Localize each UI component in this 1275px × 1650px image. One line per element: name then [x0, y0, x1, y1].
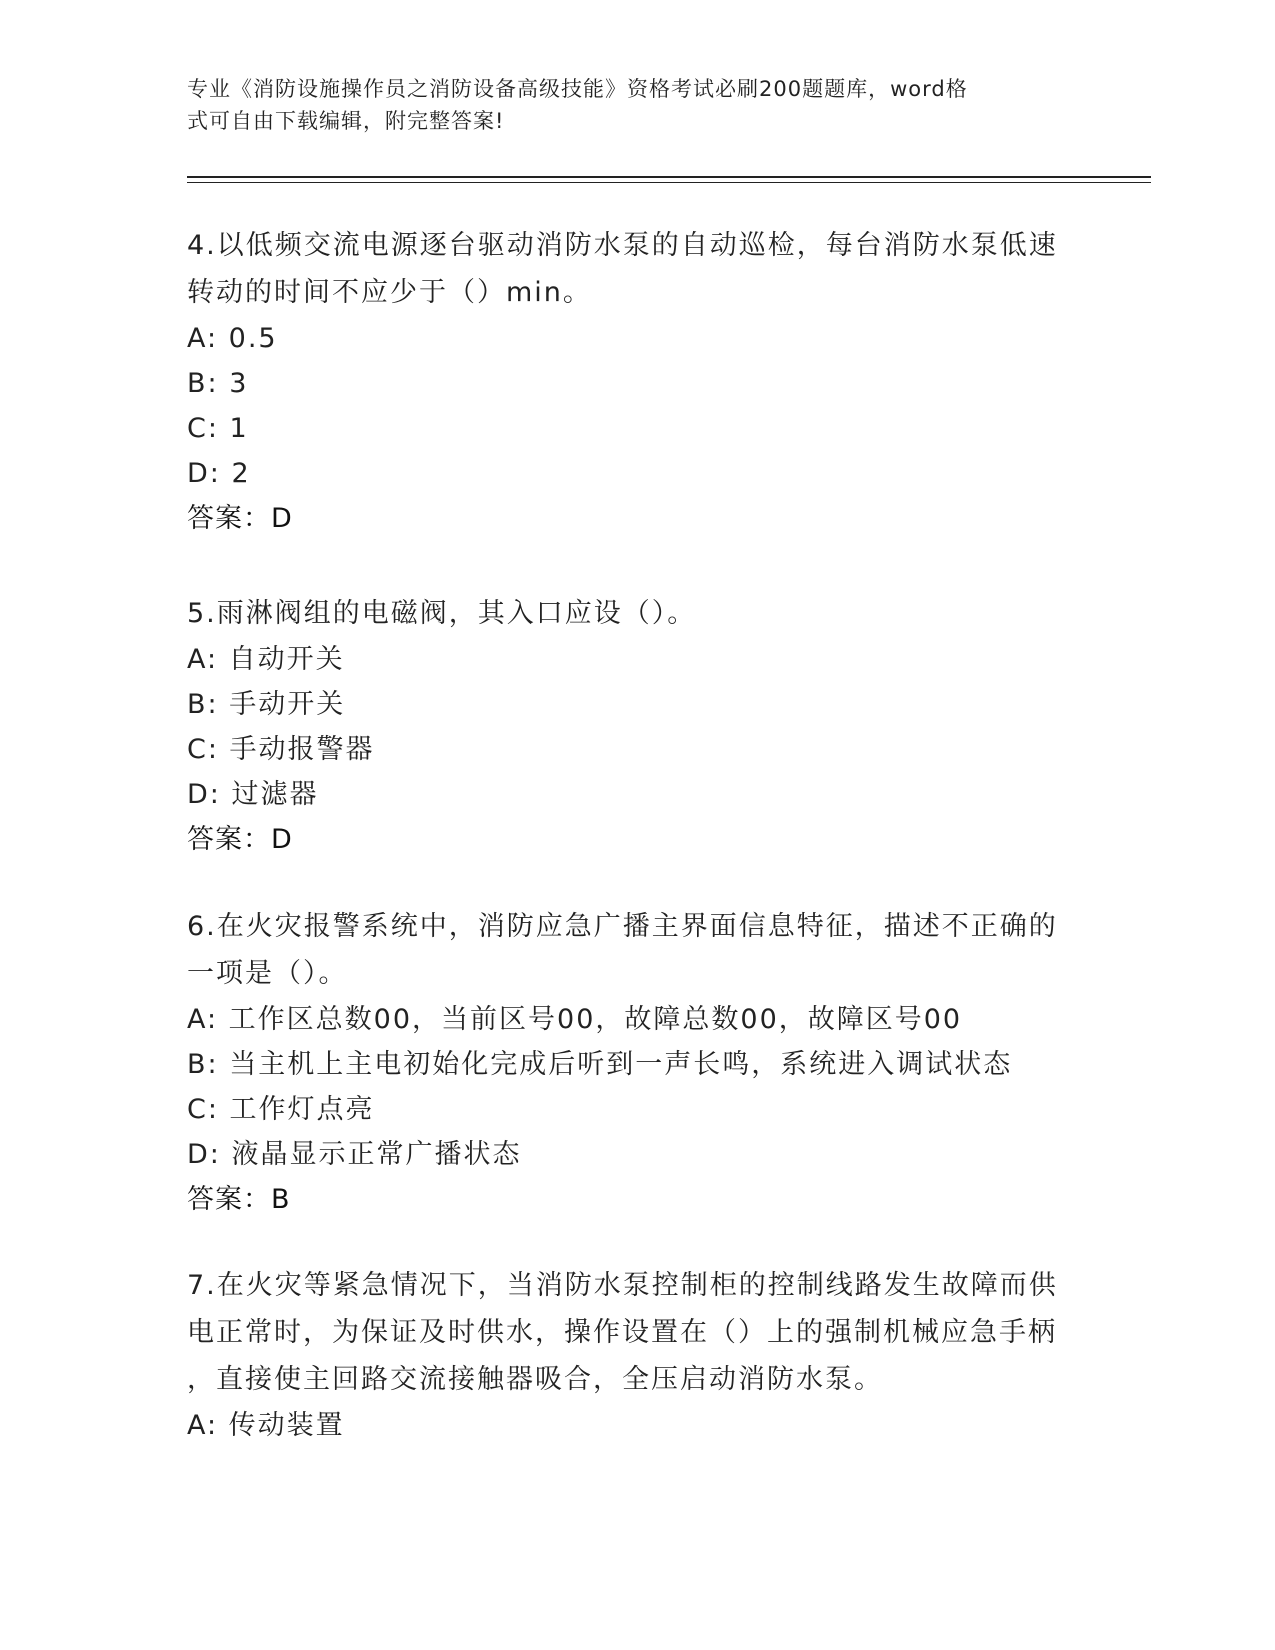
question-line: 7.在火灾等紧急情况下，当消防水泵控制柜的控制线路发生故障而供: [187, 1270, 1058, 1301]
option-c: C: 工作灯点亮: [187, 1094, 375, 1125]
answer-text: 答案：D: [187, 503, 293, 534]
question-text: [187, 590, 1067, 637]
answer-text: 答案：B: [187, 1184, 291, 1215]
question-line: 4.以低频交流电源逐台驱动消防水泵的自动巡检，每台消防水泵低速: [187, 230, 1058, 261]
question-line: 转动的时间不应少于（）min。: [187, 277, 592, 308]
document-header: [187, 73, 1057, 137]
option-a: A: 自动开关: [187, 644, 345, 675]
question-6: [187, 903, 1067, 1222]
option-c: C: 手动报警器: [187, 734, 375, 765]
answer-text: 答案：D: [187, 824, 293, 855]
question-text: [187, 1262, 1067, 1403]
option-b: B: 当主机上主电初始化完成后听到一声长鸣，系统进入调试状态: [187, 1049, 1013, 1080]
option-c: C: 1: [187, 413, 249, 444]
option-b: B: 手动开关: [187, 689, 346, 720]
question-4: [187, 222, 1067, 541]
option-a: A: 工作区总数00，当前区号00，故障总数00，故障区号00: [187, 1004, 963, 1035]
option-a: A: 传动装置: [187, 1410, 345, 1441]
option-b: B: 3: [187, 368, 249, 399]
header-line-2: 式可自由下载编辑，附完整答案!: [187, 109, 505, 133]
question-text: [187, 222, 1067, 316]
option-d: D: 液晶显示正常广播状态: [187, 1139, 522, 1170]
question-line: 电正常时，为保证及时供水，操作设置在（）上的强制机械应急手柄: [187, 1317, 1057, 1348]
header-divider-thin: [187, 182, 1151, 183]
question-line: 5.雨淋阀组的电磁阀，其入口应设（）。: [187, 598, 697, 629]
question-text: [187, 903, 1067, 997]
question-line: 一项是（）。: [187, 958, 348, 989]
question-line: ，直接使主回路交流接触器吸合，全压启动消防水泵。: [187, 1364, 883, 1395]
option-d: D: 2: [187, 458, 251, 489]
question-5: [187, 590, 1067, 862]
header-line-1: 专业《消防设施操作员之消防设备高级技能》资格考试必刷200题题库，word格: [187, 77, 968, 101]
question-line: 6.在火灾报警系统中，消防应急广播主界面信息特征，描述不正确的: [187, 911, 1058, 942]
option-a: A: 0.5: [187, 323, 278, 354]
header-divider-thick: [187, 176, 1151, 178]
option-d: D: 过滤器: [187, 779, 319, 810]
question-7: [187, 1262, 1067, 1448]
